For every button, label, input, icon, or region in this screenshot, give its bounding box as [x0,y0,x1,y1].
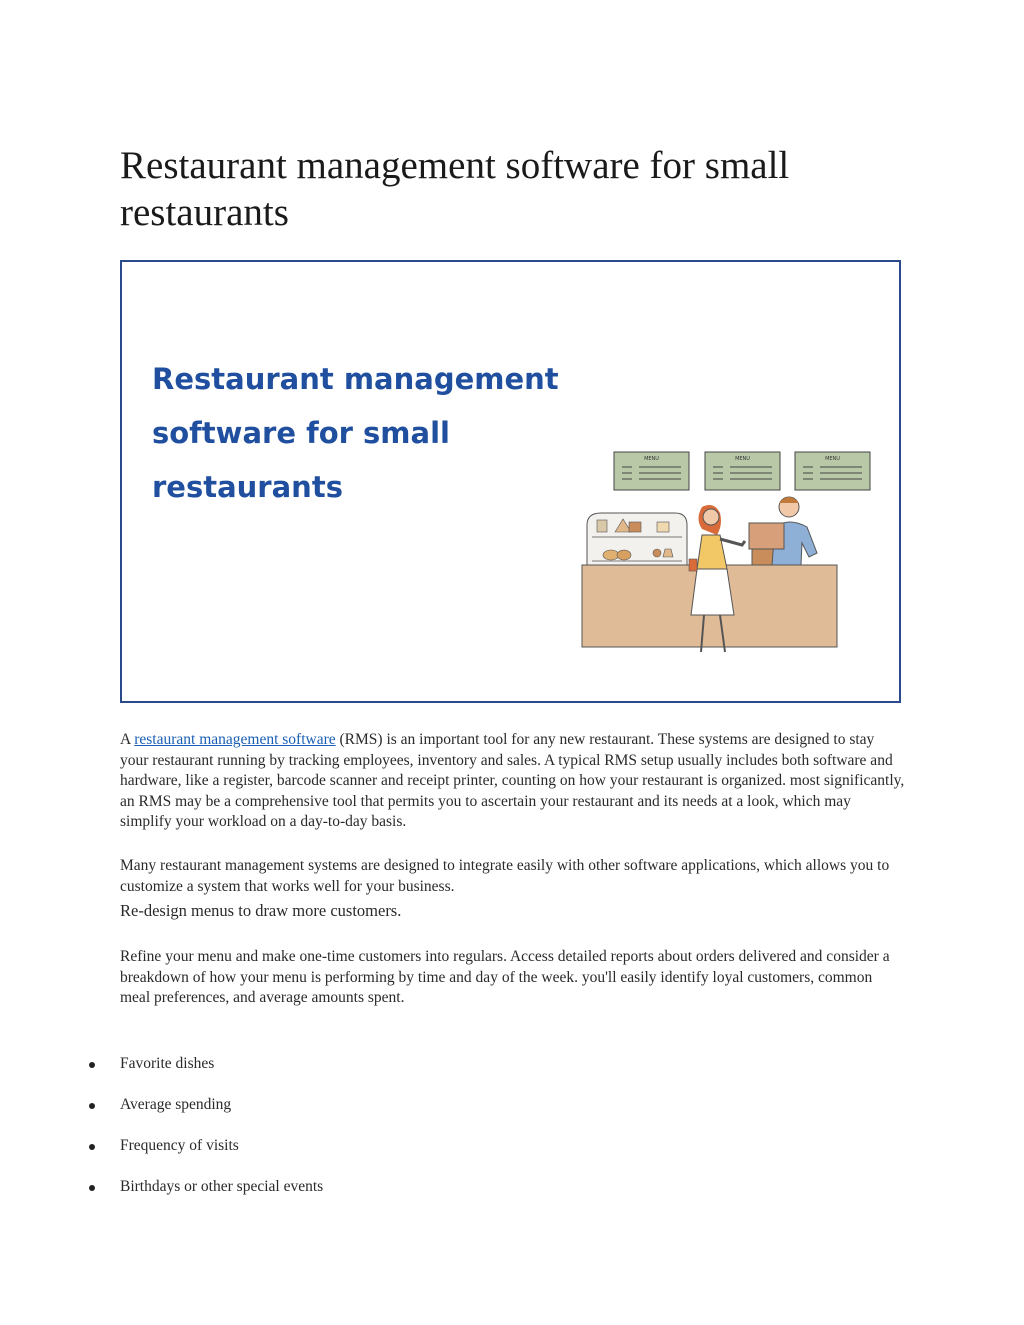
list-item [0,1093,323,1134]
banner-heading-line-2: software for small [152,416,450,450]
intro-prefix: A [120,731,135,748]
banner-heading-line-3: restaurants [152,470,343,504]
menu-board-label: MENU [644,456,659,462]
menu-board-2 [705,452,780,490]
bullet-list [0,1052,323,1216]
banner-heading-line-1: Restaurant management [152,362,559,396]
list-item [0,1134,323,1175]
hero-banner-image [120,260,901,703]
pastry-display-case [587,513,687,565]
bullet-icon [89,1185,95,1191]
bullet-icon [89,1103,95,1109]
menu-board-3 [795,452,870,490]
list-item-label: Birthdays or other special events [120,1178,324,1195]
menu-board-1 [614,452,689,490]
section-subheading: Re-design menus to draw more customers. [120,901,402,920]
rms-link[interactable]: restaurant management software [134,731,336,748]
list-item-label: Frequency of visits [120,1137,239,1154]
list-item-label: Favorite dishes [120,1055,215,1072]
menu-paragraph: Refine your menu and make one-time customers into regulars. Access detailed reports about orders delivered and consider a breakdown of how your menu is performing by time and day of the week. you'll easily identify loyal customers, common meal preferences, and average amounts spent. [120,948,890,1006]
bullet-icon [89,1062,95,1068]
menu-board-label: MENU [735,456,750,462]
intro-paragraph [120,730,905,833]
bullet-icon [89,1144,95,1150]
list-item-label: Average spending [120,1096,232,1113]
page-title: Restaurant management software for small restaurants [120,144,790,234]
integration-paragraph: Many restaurant management systems are designed to integrate easily with other software applications, which allows you to customize a system that works well for your business. [120,857,890,895]
list-item [0,1175,323,1216]
restaurant-counter-illustration [577,447,887,662]
list-item [0,1052,323,1093]
intro-body: (RMS) is an important tool for any new restaurant. These systems are designed to stay your restaurant running by tracking employees, inventory and sales. A typical RMS setup usually includes both software and hardware, like a register, barcode scanner and receipt printer, counting on how your restaurant is organized. most significantly, an RMS may be a comprehensive tool that permits you to ascertain your restaurant and its needs at a look, which may simplify your workload on a day-to-day basis. [120,731,905,830]
banner-heading [152,352,572,514]
menu-board-label: MENU [825,456,840,462]
